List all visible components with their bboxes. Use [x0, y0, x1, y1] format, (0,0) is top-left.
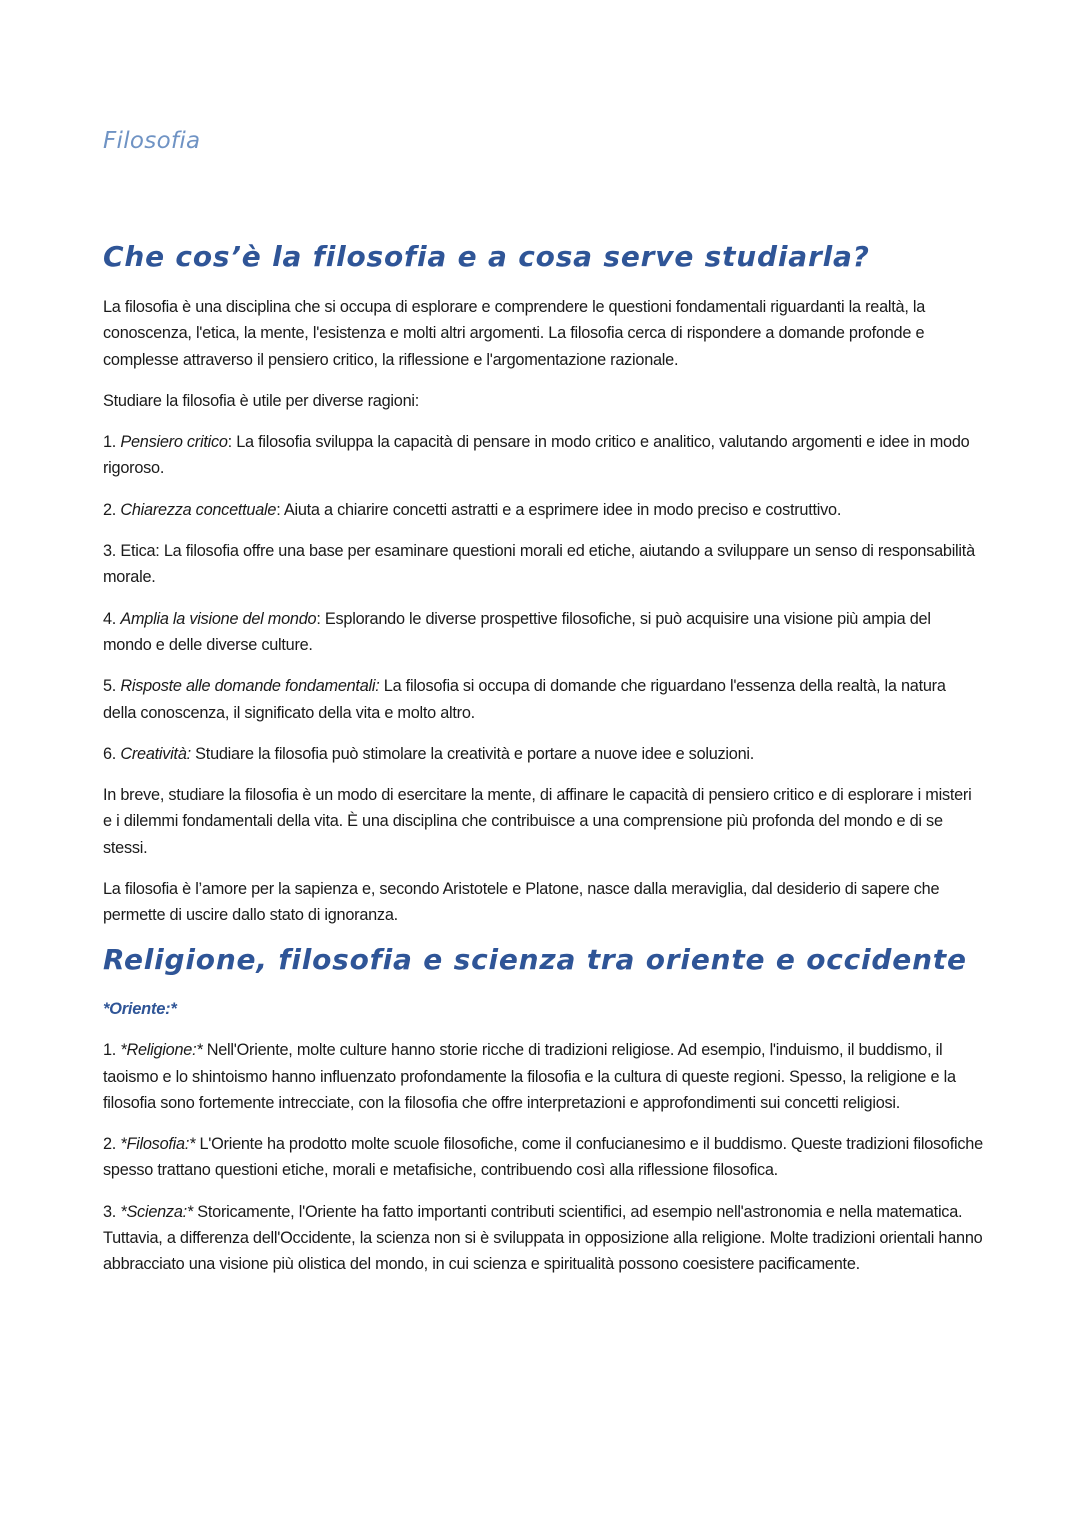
item-number: 6. [103, 744, 121, 763]
closing-paragraph: La filosofia è l’amore per la sapienza e, secondo Aristotele e Platone, nasce dalla meraviglia, dal desiderio di sapere che permette di uscire dallo stato di ignoranza. [103, 880, 940, 925]
list-item [103, 1037, 983, 1116]
section-heading-oriente-occidente: Religione, filosofia e scienza tra oriente e occidente [103, 943, 967, 976]
item-text: : Aiuta a chiarire concetti astratti e a esprimere idee in modo preciso e costruttivo. [276, 500, 842, 519]
item-number: 3. [103, 1202, 121, 1221]
item-label: *Scienza:* [120, 1202, 193, 1221]
item-label: *Filosofia:* [120, 1135, 196, 1154]
item-number: 3. [103, 542, 121, 561]
list-item [103, 673, 983, 726]
section-heading-filosofia: Che cos’è la filosofia e a cosa serve studiarla? [103, 240, 870, 273]
item-text: La filosofia si occupa di domande che riguardano l'essenza della realtà, la natura della conoscenza, il significato della vita e molto altro. [103, 677, 946, 722]
item-label: Risposte alle domande fondamentali: [120, 677, 380, 696]
item-number: 5. [103, 677, 121, 696]
item-text: Studiare la filosofia può stimolare la creatività e portare a nuove idee e soluzioni. [190, 744, 755, 763]
item-label: *Religione:* [120, 1041, 203, 1060]
item-text: : Esplorando le diverse prospettive filosofiche, si può acquisire una visione più ampia del mondo e delle diverse culture. [103, 609, 931, 654]
lead-paragraph: Studiare la filosofia è utile per diverse ragioni: [103, 391, 420, 410]
item-text: Etica: La filosofia offre una base per esaminare questioni morali ed etiche, aiutando a sviluppare un senso di responsabilità morale. [103, 542, 975, 587]
section-oriente-body [103, 996, 983, 1293]
item-label: Creatività: [120, 744, 191, 763]
list-item [103, 1199, 983, 1278]
summary-paragraph: In breve, studiare la filosofia è un modo di esercitare la mente, di affinare le capacità di pensiero critico e di esplorare i misteri e i dilemmi fondamentali della vita. È una disciplina che contribuisce a una comprensione più profonda del mondo e di se stessi. [103, 786, 972, 857]
item-text: L'Oriente ha prodotto molte scuole filosofiche, come il confucianesimo e il buddismo. Queste tradizioni filosofiche spesso trattano questioni etiche, morali e metafisiche, contribuendo così alla riflessione filosofica. [103, 1135, 983, 1180]
item-number: 2. [103, 1135, 121, 1154]
list-item [103, 741, 983, 767]
item-number: 2. [103, 500, 121, 519]
section-filosofia-body [103, 294, 983, 944]
list-item [103, 606, 983, 659]
document-title: Filosofia [103, 128, 201, 154]
item-text: Nell'Oriente, molte culture hanno storie ricche di tradizioni religiose. Ad esempio, l'induismo, il buddismo, il taoismo e lo shintoismo hanno influenzato profondamente la filosofia e la cultura di queste regioni. Spesso, la religione e la filosofia sono fortemente intrecciate, con la filosofia che offre interpretazioni e approfondimenti sui concetti religiosi. [103, 1041, 956, 1112]
list-item [103, 538, 983, 591]
list-item [103, 429, 983, 482]
item-label: Chiarezza concettuale [120, 500, 277, 519]
item-text: : La filosofia sviluppa la capacità di pensare in modo critico e analitico, valutando argomenti e idee in modo rigoroso. [103, 433, 970, 478]
subheading-oriente: *Oriente:* [103, 1000, 177, 1018]
intro-paragraph: La filosofia è una disciplina che si occupa di esplorare e comprendere le questioni fondamentali riguardanti la realtà, la conoscenza, l'etica, la mente, l'esistenza e molti altri argomenti. La filosofia cerca di rispondere a domande profonde e complesse attraverso il pensiero critico, la riflessione e l'argomentazione razionale. [103, 298, 926, 369]
list-item [103, 1131, 983, 1184]
oriente-list [103, 1037, 983, 1277]
item-text: Storicamente, l'Oriente ha fatto importanti contributi scientifici, ad esempio nell'astronomia e nella matematica. Tuttavia, a differenza dell'Occidente, la scienza non si è sviluppata in opposizione alla religione. Molte tradizioni orientali hanno abbracciato una visione più olistica del mondo, in cui scienza e spiritualità possono coesistere pacificamente. [103, 1202, 983, 1274]
item-label: Pensiero critico [120, 433, 228, 452]
item-number: 1. [103, 433, 121, 452]
item-number: 4. [103, 609, 121, 628]
list-item [103, 497, 983, 523]
reasons-list [103, 429, 983, 767]
item-label: Amplia la visione del mondo [120, 609, 317, 628]
item-number: 1. [103, 1041, 121, 1060]
